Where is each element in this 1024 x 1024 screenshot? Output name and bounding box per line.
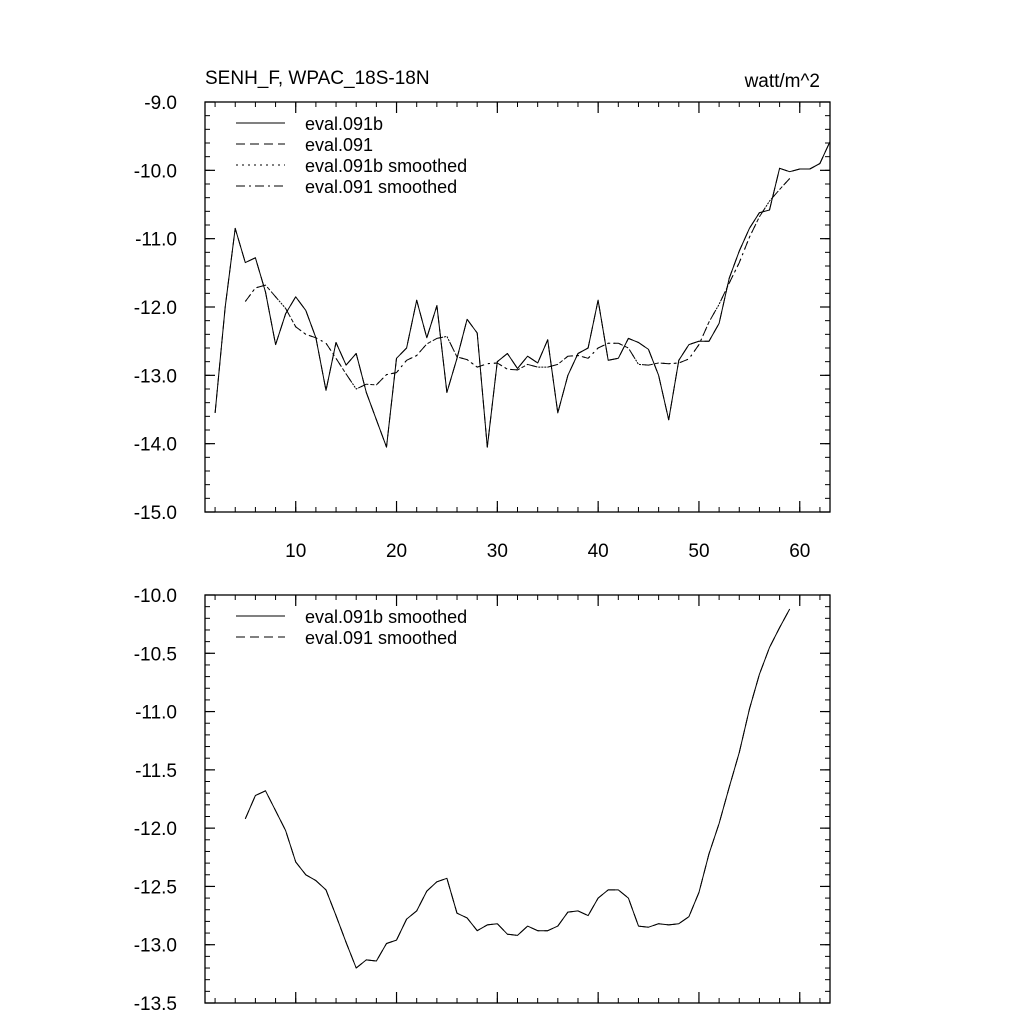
- y-tick-label: -12.0: [133, 298, 177, 319]
- y-tick-label: -14.0: [133, 434, 177, 456]
- legend-label: eval.091b: [305, 114, 384, 134]
- y-tick-label: -13.0: [133, 366, 177, 388]
- y-tick-label: -10.0: [133, 161, 177, 183]
- top-chart-units: watt/m^2: [744, 71, 820, 92]
- y-tick-label: -13.0: [133, 935, 177, 957]
- y-tick-label: -13.5: [133, 994, 177, 1015]
- y-tick-label: -11.0: [135, 702, 177, 724]
- y-tick-label: -10.5: [133, 644, 177, 666]
- y-tick-label: -11.5: [135, 760, 177, 782]
- y-tick-label: -15.0: [133, 503, 177, 524]
- x-tick-label: 60: [789, 541, 811, 562]
- legend-label: eval.091b smoothed: [305, 156, 468, 176]
- x-tick-label: 20: [385, 541, 408, 562]
- y-tick-label: -12.0: [133, 819, 177, 841]
- legend-label: eval.091: [305, 135, 374, 155]
- y-tick-label: -11.0: [135, 229, 177, 251]
- y-tick-label: -9.0: [144, 93, 177, 114]
- legend-label: eval.091 smoothed: [305, 177, 458, 197]
- legend-label: eval.091b smoothed: [305, 607, 468, 627]
- x-tick-label: 40: [587, 541, 609, 562]
- y-tick-label: -12.5: [133, 877, 177, 899]
- x-tick-label: 10: [285, 541, 307, 562]
- top-chart-title: SENH_F, WPAC_18S-18N: [205, 68, 430, 89]
- x-tick-label: 30: [486, 541, 508, 562]
- y-tick-label: -10.0: [133, 586, 177, 607]
- legend-label: eval.091 smoothed: [305, 628, 458, 648]
- x-tick-label: 50: [688, 541, 710, 562]
